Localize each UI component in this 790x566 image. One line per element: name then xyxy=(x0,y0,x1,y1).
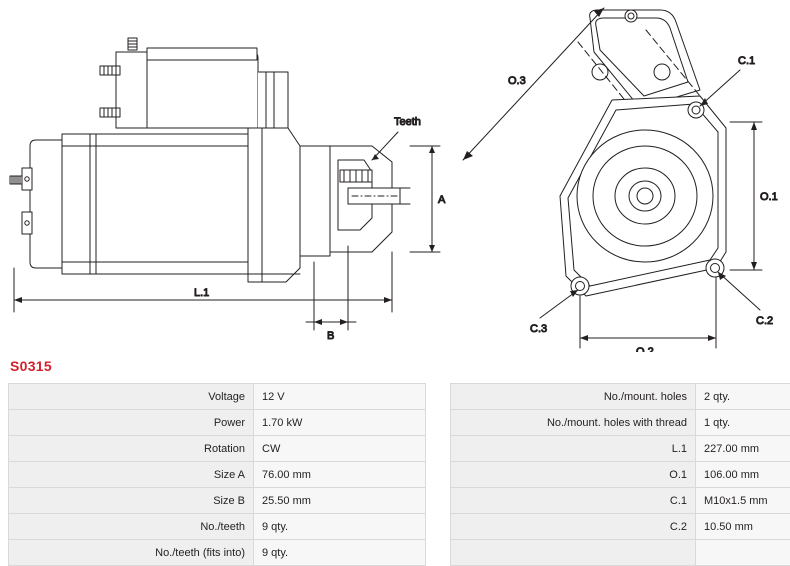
part-number: S0315 xyxy=(10,358,52,374)
label-teeth: Teeth xyxy=(394,116,421,128)
table-spacer xyxy=(426,410,451,436)
table-spacer xyxy=(426,436,451,462)
starter-side-view xyxy=(10,38,410,282)
table-row xyxy=(9,540,790,566)
table-spacer xyxy=(426,384,451,410)
table-row xyxy=(9,514,790,540)
label-c1: C.1 xyxy=(738,55,755,67)
callout-c1 xyxy=(700,55,755,106)
spec-label: No./mount. holes xyxy=(451,384,696,410)
label-o3: O.3 xyxy=(508,75,526,87)
spec-value: 1.70 kW xyxy=(254,410,426,436)
spec-value: 2 qty. xyxy=(696,384,790,410)
spec-value: 227.00 mm xyxy=(696,436,790,462)
spec-value: 76.00 mm xyxy=(254,462,426,488)
spec-label: C.1 xyxy=(451,488,696,514)
spec-value: 1 qty. xyxy=(696,410,790,436)
table-row xyxy=(9,436,790,462)
spec-label: No./teeth xyxy=(9,514,254,540)
label-length-l1: L.1 xyxy=(194,287,209,299)
spec-value: 10.50 mm xyxy=(696,514,790,540)
spec-label: No./mount. holes with thread xyxy=(451,410,696,436)
spec-value: 9 qty. xyxy=(254,540,426,566)
table-spacer xyxy=(426,514,451,540)
label-o2: O.2 xyxy=(636,346,654,352)
spec-label: Power xyxy=(9,410,254,436)
spec-label: Voltage xyxy=(9,384,254,410)
label-size-b: B xyxy=(327,330,334,342)
dimension-o3 xyxy=(463,8,604,160)
spec-value: CW xyxy=(254,436,426,462)
starter-flange-view xyxy=(560,10,726,296)
spec-label: L.1 xyxy=(451,436,696,462)
spec-value: 9 qty. xyxy=(254,514,426,540)
spec-value xyxy=(696,540,790,566)
label-c3: C.3 xyxy=(530,323,547,335)
table-row xyxy=(9,462,790,488)
callout-c3 xyxy=(530,290,578,335)
table-spacer xyxy=(426,488,451,514)
dimension-o1 xyxy=(730,122,778,270)
table-row xyxy=(9,488,790,514)
spec-label: Size A xyxy=(9,462,254,488)
table-row xyxy=(9,384,790,410)
spec-label: Size B xyxy=(9,488,254,514)
table-spacer xyxy=(426,540,451,566)
spec-label: C.2 xyxy=(451,514,696,540)
spec-label xyxy=(451,540,696,566)
spec-label: No./teeth (fits into) xyxy=(9,540,254,566)
spec-label: Rotation xyxy=(9,436,254,462)
spec-label: O.1 xyxy=(451,462,696,488)
specifications-table xyxy=(8,383,790,566)
callout-c2 xyxy=(718,272,773,327)
table-row xyxy=(9,410,790,436)
spec-value: 106.00 mm xyxy=(696,462,790,488)
spec-value: 12 V xyxy=(254,384,426,410)
spec-value: M10x1.5 mm xyxy=(696,488,790,514)
spec-value: 25.50 mm xyxy=(254,488,426,514)
label-size-a: A xyxy=(438,194,446,206)
label-c2: C.2 xyxy=(756,315,773,327)
label-o1: O.1 xyxy=(760,191,778,203)
dimension-b xyxy=(306,246,356,342)
dimension-a xyxy=(410,146,446,252)
table-spacer xyxy=(426,462,451,488)
